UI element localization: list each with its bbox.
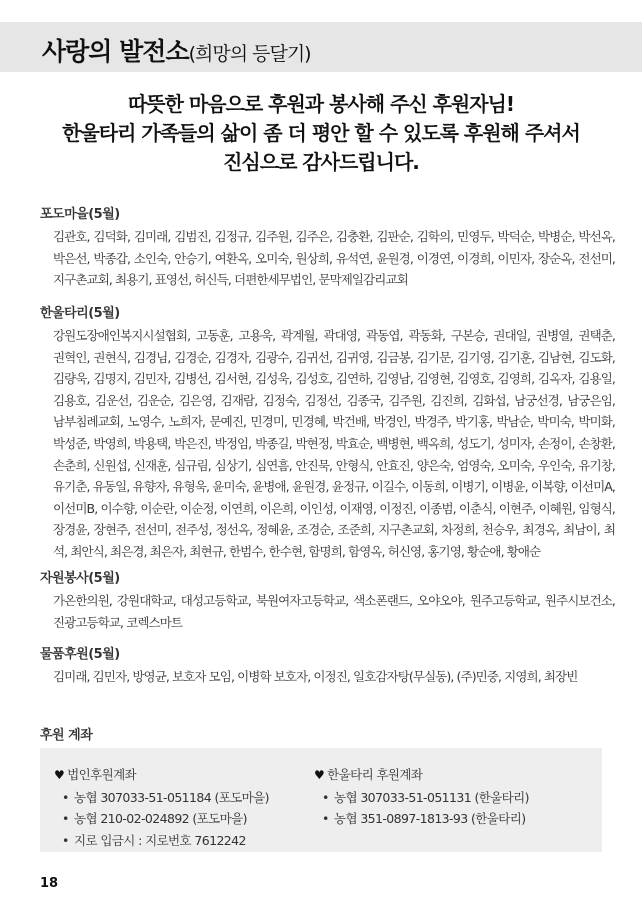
account-box	[40, 748, 602, 852]
account-item-text: 농협 210-02-024892 (포도마을)	[74, 811, 247, 826]
section-title-podo: 포도마을(5월)	[40, 207, 120, 222]
section-title-volunteer: 자원봉사(5월)	[40, 571, 120, 586]
account-item	[322, 808, 529, 830]
bullet-dot-icon: •	[322, 789, 329, 805]
section-title-accounts: 후원 계좌	[40, 728, 93, 743]
account-heading-hanultari	[314, 764, 529, 787]
header-bar	[0, 22, 642, 72]
account-item-text: 농협 351-0897-1813-93 (한울타리)	[334, 811, 526, 826]
account-heading-corporate-label: 법인후원계좌	[67, 767, 137, 782]
account-heading-corporate	[54, 764, 269, 787]
section-podo	[40, 203, 615, 291]
account-item	[62, 830, 269, 852]
page-title-main: 사랑의 발전소	[42, 37, 189, 66]
heart-icon: ♥	[314, 768, 325, 782]
section-goods	[40, 643, 615, 688]
account-item-text: 농협 307033-51-051131 (한울타리)	[334, 789, 529, 805]
thanks-line-2: 한울타리 가족들의 삶이 좀 더 평안 할 수 있도록 후원해 주셔서	[62, 121, 580, 145]
account-item-text: 농협 307033-51-051184 (포도마을)	[74, 789, 269, 805]
volunteer-list: 가온한의원, 강원대학교, 대성고등학교, 북원여자고등학교, 색소폰랜드, 오야오야, 원주고등학교, 원주시보건소, 진광고등학교, 코렉스마트	[53, 593, 615, 630]
donor-list-hanultari: 강원도장애인복지시설협회, 고동훈, 고용욱, 곽계월, 곽대영, 곽동엽, 곽동화, 구본승, 권대일, 권병열, 권택춘, 권혁인, 권현식, 김경님, 김경순, 김경자, 김광수, 김귀선, 김귀영, 김금봉, 김기문, 김기영, 김기훈, 김남현, 김도화, 김량욱, 김명지, 김민자, 김병선, 김서현, 김성욱, 김성호, 김연하, 김영남, 김영현, 김영호, 김영희, 김옥자, 김용일, 김용호, 김운선, 김운순, 김은영, 김재람, 김정숙, 김정선, 김종국, 김주원, 김진희, 김화섭, 남궁선경, 남궁은임, 남부침례교회, 노영수, 노희자, 문예진, 민경미, 민경혜, 박건배, 박경인, 박경주, 박기홍, 박남순, 박미숙, 박미화, 박성준, 박영희, 박용택, 박은진, 박정임, 박종길, 박현정, 박효순, 백병현, 백옥희, 성도기, 성미자, 손정이, 손창환, 손춘희, 신원섭, 신재훈, 심규림, 심상기, 심연흠, 안진묵, 안형식, 안효진, 양은숙, 엄영숙, 오미숙, 우인숙, 유기창, 유기춘, 유동일, 유향자, 유형욱, 윤미숙, 윤병애, 윤원경, 윤정규, 이길수, 이동희, 이병기, 이병윤, 이복향, 이선미A, 이선미B, 이수향, 이순란, 이순정, 이연희, 이은희, 이인성, 이재영, 이정진, 이종범, 이춘식, 이현주, 이혜원, 임형식, 장경윤, 장현주, 전선미, 전주성, 정선옥, 정혜윤, 조경순, 조준희, 지구촌교회, 차정희, 천승우, 최경옥, 최남이, 최 석, 최안식, 최은경, 최은자, 최현규, 한범수, 한수현, 함명희, 함영옥, 허신영, 홍기영, 황순애, 황애순	[53, 328, 615, 559]
page-number: 18	[40, 876, 59, 891]
section-accounts	[40, 724, 615, 747]
section-hanultari	[40, 302, 615, 563]
goods-donor-list: 김미래, 김민자, 방영균, 보호자 모임, 이병학 보호자, 이정진, 일호감자탕(무실동), (주)민중, 지영희, 최장빈	[53, 669, 578, 684]
account-heading-hanultari-label: 한울타리 후원계좌	[327, 767, 423, 782]
section-title-goods: 물품후원(5월)	[40, 647, 120, 662]
account-column-hanultari	[308, 764, 529, 830]
section-volunteer	[40, 567, 615, 633]
bullet-dot-icon: •	[62, 832, 69, 848]
thanks-line-1: 따뜻한 마음으로 후원과 봉사해 주신 후원자님!	[127, 92, 514, 116]
bullet-dot-icon: •	[322, 811, 329, 826]
bullet-dot-icon: •	[62, 789, 69, 805]
thanks-message	[0, 90, 642, 177]
page-title	[42, 32, 311, 68]
account-item-text: 지로 입금시 : 지로번호 7612242	[74, 832, 246, 848]
thanks-line-3: 진심으로 감사드립니다.	[223, 150, 419, 174]
donor-list-podo: 김관호, 김덕화, 김미래, 김범진, 김정규, 김주원, 김주은, 김충환, 김판순, 김학의, 민영두, 박덕순, 박병순, 박선옥, 박은선, 박종갑, 소인숙, 안승기, 여환옥, 오미숙, 원상희, 유석연, 윤원경, 이경연, 이경희, 이민자, 장순옥, 전선미, 지구촌교회, 최용기, 표영선, 허신득, 더편한세무법인, 문막제일감리교회	[53, 229, 615, 288]
bullet-dot-icon: •	[62, 811, 69, 826]
page-title-subtitle: (희망의 등달기)	[188, 43, 311, 65]
account-item	[322, 787, 529, 809]
heart-icon: ♥	[54, 768, 65, 782]
account-column-corporate	[48, 764, 269, 851]
account-item	[62, 808, 269, 830]
account-item	[62, 787, 269, 809]
section-title-hanultari: 한울타리(5월)	[40, 306, 120, 321]
